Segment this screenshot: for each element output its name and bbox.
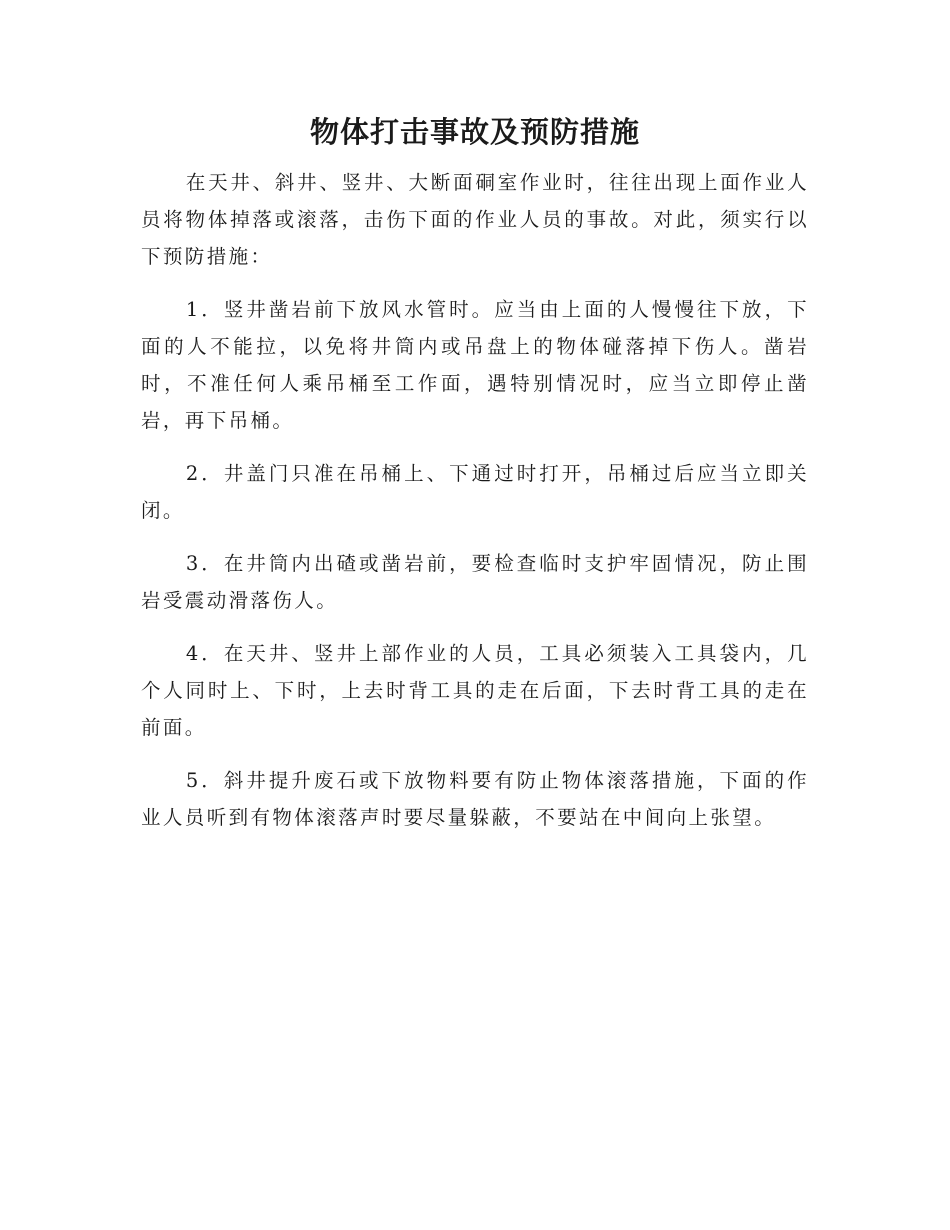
measure-paragraph-4: 4．在天井、竖井上部作业的人员，工具必须装入工具袋内，几个人同时上、下时，上去时背工具的走在后面，下去时背工具的走在前面。 (141, 642, 809, 739)
measure-paragraph-1: 1．竖井凿岩前下放风水管时。应当由上面的人慢慢往下放，下面的人不能拉，以免将井筒内或吊盘上的物体碰落掉下伤人。凿岩时，不准任何人乘吊桶至工作面，遇特别情况时，应当立即停止凿岩，再下吊桶。 (141, 298, 809, 432)
measure-paragraph-2: 2．井盖门只准在吊桶上、下通过时打开，吊桶过后应当立即关闭。 (141, 462, 809, 522)
document-body (141, 164, 809, 852)
intro-paragraph: 在天井、斜井、竖井、大断面硐室作业时，往往出现上面作业人员将物体掉落或滚落，击伤下面的作业人员的事故。对此，须实行以下预防措施： (141, 171, 809, 268)
document-title: 物体打击事故及预防措施 (309, 115, 640, 149)
measure-paragraph-5: 5．斜井提升废石或下放物料要有防止物体滚落措施，下面的作业人员听到有物体滚落声时要尽量躲蔽，不要站在中间向上张望。 (141, 769, 809, 829)
measure-paragraph-3: 3．在井筒内出碴或凿岩前，要检查临时支护牢固情况，防止围岩受震动滑落伤人。 (141, 552, 809, 612)
